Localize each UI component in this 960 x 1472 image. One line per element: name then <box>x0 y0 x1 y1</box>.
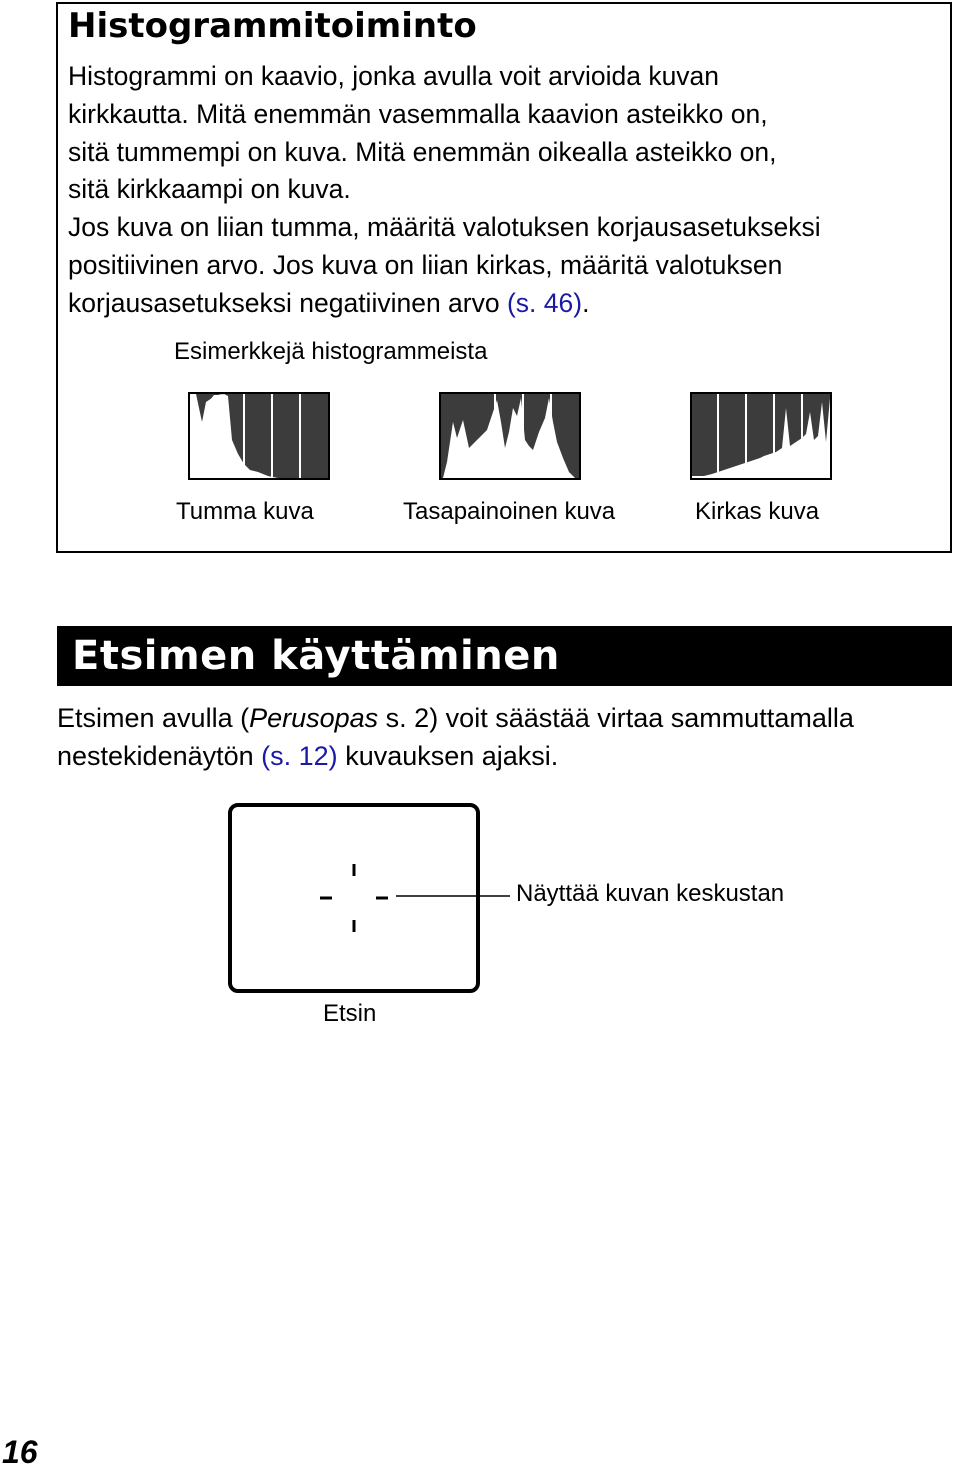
info-line-text: korjausasetukseksi negatiivinen arvo <box>68 287 507 318</box>
info-line: positiivinen arvo. Jos kuva on liian kirkas, määritä valotuksen <box>68 249 783 280</box>
viewfinder-callout-label: Näyttää kuvan keskustan <box>516 880 785 907</box>
histogram-caption-dark: Tumma kuva <box>176 498 314 525</box>
section-text: s. 2) voit säästää virtaa sammuttamalla nestekidenäytön <box>57 703 854 771</box>
page-reference-link[interactable]: (s. 46) <box>506 287 583 318</box>
page-reference-link[interactable]: (s. 12) <box>261 740 338 771</box>
viewfinder-caption: Etsin <box>323 1000 377 1027</box>
section-paragraph <box>57 700 952 775</box>
balanced-histogram-icon <box>439 392 581 480</box>
section-title: Etsimen käyttäminen <box>72 633 560 679</box>
section-text: Etsimen avulla ( <box>57 703 250 733</box>
histogram-caption-balanced: Tasapainoinen kuva <box>403 498 616 525</box>
info-line-end: . <box>582 287 590 318</box>
section-text: kuvauksen ajaksi. <box>337 740 559 771</box>
info-line-last <box>68 285 938 323</box>
info-box-text <box>68 58 938 323</box>
dark-histogram-icon <box>188 392 330 480</box>
info-line: sitä kirkkaampi on kuva. <box>68 174 351 205</box>
info-line: Jos kuva on liian tumma, määritä valotuksen korjausasetukseksi <box>68 212 821 243</box>
bright-histogram-icon <box>690 392 832 480</box>
info-box-title: Histogrammitoiminto <box>68 6 477 46</box>
info-line: kirkkautta. Mitä enemmän vasemmalla kaavion asteikko on, <box>68 98 768 129</box>
info-line: sitä tummempi on kuva. Mitä enemmän oikealla asteikko on, <box>68 136 777 167</box>
manual-name: Perusopas <box>249 703 379 733</box>
viewfinder-frame <box>228 803 480 993</box>
info-line: Histogrammi on kaavio, jonka avulla voit arvioida kuvan <box>68 61 720 91</box>
page-number: 16 <box>2 1434 38 1470</box>
examples-label: Esimerkkejä histogrammeista <box>174 338 488 365</box>
histogram-caption-bright: Kirkas kuva <box>695 498 820 525</box>
